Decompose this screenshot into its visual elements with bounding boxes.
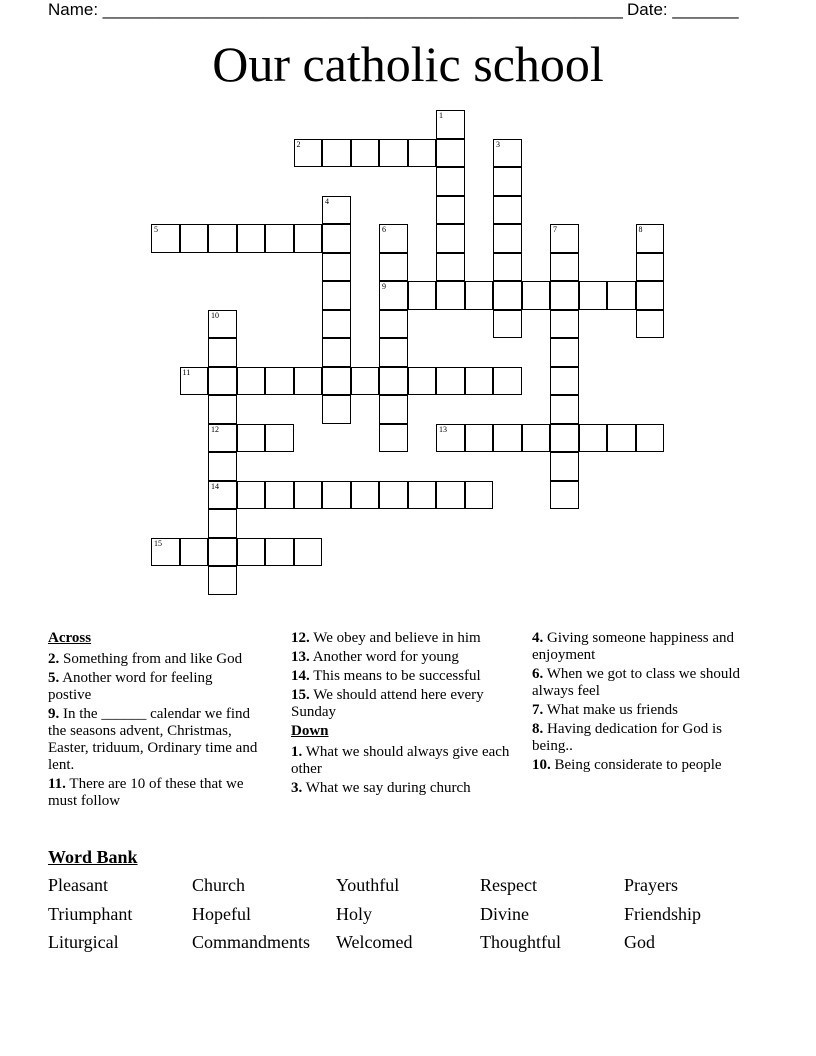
crossword-cell[interactable] xyxy=(379,367,408,396)
crossword-cell[interactable] xyxy=(465,424,494,453)
clues-column-3 xyxy=(532,630,757,776)
crossword-cell[interactable] xyxy=(322,367,351,396)
crossword-cell[interactable] xyxy=(322,253,351,282)
crossword-cell[interactable] xyxy=(379,481,408,510)
clue-down-1: 1. What we should always give each other xyxy=(291,744,510,777)
crossword-cell[interactable] xyxy=(265,224,294,253)
crossword-cell[interactable] xyxy=(436,281,465,310)
crossword-cell[interactable] xyxy=(436,224,465,253)
cell-number: 4 xyxy=(325,196,329,206)
crossword-cell[interactable] xyxy=(294,224,323,253)
clues-column-1 xyxy=(48,630,258,812)
crossword-cell[interactable] xyxy=(550,481,579,510)
crossword-cell[interactable] xyxy=(180,224,209,253)
crossword-cell[interactable] xyxy=(208,224,237,253)
crossword-cell[interactable] xyxy=(493,224,522,253)
cell-number: 15 xyxy=(154,538,162,548)
crossword-cell[interactable] xyxy=(436,139,465,168)
crossword-cell[interactable] xyxy=(550,253,579,282)
page-title: Our catholic school xyxy=(212,36,604,92)
crossword-cell[interactable] xyxy=(379,338,408,367)
cell-number: 5 xyxy=(154,225,158,234)
clue-down-10: 10. Being considerate to people xyxy=(532,757,722,773)
crossword-cell[interactable] xyxy=(436,367,465,396)
crossword-cell[interactable] xyxy=(237,367,266,396)
crossword-cell[interactable] xyxy=(351,139,380,168)
crossword-cell[interactable] xyxy=(237,481,266,510)
crossword-cell[interactable] xyxy=(408,139,437,168)
cell-number: 1 xyxy=(439,111,443,120)
crossword-cell[interactable] xyxy=(322,481,351,510)
cell-number: 8 xyxy=(638,225,643,234)
crossword-cell[interactable] xyxy=(493,424,522,453)
clues-column-2 xyxy=(291,630,516,799)
crossword-cell[interactable] xyxy=(522,281,551,310)
cell-number: 9 xyxy=(382,282,386,291)
cell-number: 2 xyxy=(296,139,301,149)
clue-across-2: 2. Something from and like God xyxy=(48,651,243,667)
crossword-cell[interactable] xyxy=(408,281,437,310)
word-bank-item: Triumphant xyxy=(48,904,133,924)
crossword-cell[interactable] xyxy=(294,367,323,396)
crossword-cell[interactable] xyxy=(322,281,351,310)
crossword-cell[interactable] xyxy=(237,224,266,253)
crossword-cell[interactable] xyxy=(265,424,294,453)
crossword-cell[interactable] xyxy=(208,538,237,567)
crossword-cell[interactable] xyxy=(379,310,408,339)
crossword-cell[interactable] xyxy=(294,481,323,510)
crossword-cell[interactable] xyxy=(265,538,294,567)
clue-across-11: 11. There are 10 of these that we must follow xyxy=(48,776,244,809)
crossword-cell[interactable] xyxy=(550,424,579,453)
crossword-cell[interactable] xyxy=(208,338,237,367)
crossword-cell[interactable] xyxy=(550,310,579,339)
crossword-cell[interactable] xyxy=(579,424,608,453)
clue-across-15: 15. We should attend here every Sunday xyxy=(291,687,484,720)
crossword-cell[interactable] xyxy=(436,167,465,196)
crossword-cell[interactable] xyxy=(493,167,522,196)
crossword-cell[interactable] xyxy=(294,538,323,567)
cell-number: 13 xyxy=(439,424,447,434)
crossword-cell[interactable] xyxy=(408,481,437,510)
crossword-cell[interactable] xyxy=(465,367,494,396)
crossword-cell[interactable] xyxy=(379,395,408,424)
crossword-cell[interactable] xyxy=(493,310,522,339)
word-bank-item: Hopeful xyxy=(192,904,251,924)
word-bank-item: Commandments xyxy=(192,932,310,952)
crossword-cell[interactable] xyxy=(636,310,665,339)
crossword-cell[interactable] xyxy=(322,310,351,339)
crossword-cell[interactable] xyxy=(265,481,294,510)
cell-number: 11 xyxy=(182,367,191,377)
crossword-cell[interactable] xyxy=(607,281,636,310)
word-bank-item: Youthful xyxy=(336,875,400,895)
clue-across-5: 5. Another word for feeling postive xyxy=(48,670,213,703)
crossword-cell[interactable] xyxy=(208,395,237,424)
crossword-cell[interactable] xyxy=(493,281,522,310)
cell-number: 14 xyxy=(211,481,219,491)
word-bank-item: Welcomed xyxy=(336,932,413,952)
crossword-cell[interactable] xyxy=(550,281,579,310)
crossword-cell[interactable] xyxy=(408,367,437,396)
cell-number: 10 xyxy=(211,310,219,320)
crossword-cell[interactable] xyxy=(550,367,579,396)
across-heading: Across xyxy=(48,630,92,646)
crossword-cell[interactable] xyxy=(493,367,522,396)
word-bank-item: Divine xyxy=(480,904,529,924)
word-bank-item: Respect xyxy=(480,875,537,895)
clue-across-14: 14. This means to be successful xyxy=(291,668,481,684)
word-bank-item: Friendship xyxy=(624,904,702,924)
down-heading: Down xyxy=(291,723,329,739)
crossword-cell[interactable] xyxy=(379,424,408,453)
crossword-cell[interactable] xyxy=(180,538,209,567)
crossword-cell[interactable] xyxy=(265,367,294,396)
word-bank-title: Word Bank xyxy=(48,847,138,867)
crossword-cell[interactable] xyxy=(208,452,237,481)
date-field-label: Date: _______ xyxy=(627,0,739,19)
cell-number: 3 xyxy=(496,139,500,149)
crossword-cell[interactable] xyxy=(436,253,465,282)
crossword-cell[interactable] xyxy=(607,424,636,453)
crossword-cell[interactable] xyxy=(636,253,665,282)
word-bank-item: Thoughtful xyxy=(480,932,561,952)
crossword-cell[interactable] xyxy=(436,196,465,225)
word-bank-item: Holy xyxy=(336,904,372,924)
word-bank-item: Prayers xyxy=(624,875,678,895)
word-bank-item: Church xyxy=(192,875,245,895)
crossword-cell[interactable] xyxy=(550,338,579,367)
clue-across-12: 12. We obey and believe in him xyxy=(291,630,481,646)
word-bank-item: Liturgical xyxy=(48,932,119,952)
clue-down-4: 4. Giving someone happiness and enjoyment xyxy=(532,630,735,663)
crossword-cell[interactable] xyxy=(636,281,665,310)
word-bank-item: God xyxy=(624,932,655,952)
cell-number: 12 xyxy=(211,424,219,434)
crossword-cell[interactable] xyxy=(579,281,608,310)
cell-number: 7 xyxy=(553,225,557,234)
crossword-cell[interactable] xyxy=(237,538,266,567)
clue-down-7: 7. What make us friends xyxy=(532,702,678,718)
crossword-cell[interactable] xyxy=(550,452,579,481)
clue-across-13: 13. Another word for young xyxy=(291,649,459,665)
crossword-cell[interactable] xyxy=(636,424,665,453)
word-bank-item: Pleasant xyxy=(48,875,108,895)
clue-down-6: 6. When we got to class we should always feel xyxy=(532,666,741,699)
clue-down-3: 3. What we say during church xyxy=(291,780,471,796)
crossword-cell[interactable] xyxy=(322,224,351,253)
crossword-cell[interactable] xyxy=(351,367,380,396)
clue-across-9: 9. In the ______ calendar we find the seasons advent, Christmas, Easter, triduum, Ordinary time and lent. xyxy=(48,706,258,773)
crossword-cell[interactable] xyxy=(322,338,351,367)
crossword-cell[interactable] xyxy=(493,196,522,225)
crossword-cell[interactable] xyxy=(465,281,494,310)
crossword-cell[interactable] xyxy=(436,481,465,510)
crossword-cell[interactable] xyxy=(322,139,351,168)
crossword-cell[interactable] xyxy=(208,367,237,396)
crossword-cell[interactable] xyxy=(379,139,408,168)
crossword-cell[interactable] xyxy=(208,566,237,595)
crossword-cell[interactable] xyxy=(351,481,380,510)
crossword-cell[interactable] xyxy=(237,424,266,453)
crossword-cell[interactable] xyxy=(493,253,522,282)
cell-number: 6 xyxy=(382,225,386,234)
crossword-cell[interactable] xyxy=(550,395,579,424)
crossword-cell[interactable] xyxy=(208,509,237,538)
crossword-cell[interactable] xyxy=(465,481,494,510)
name-field-label: Name: _______________________________________________________ xyxy=(48,0,623,19)
crossword-cell[interactable] xyxy=(522,424,551,453)
clue-down-8: 8. Having dedication for God is being.. xyxy=(532,721,722,754)
crossword-cell[interactable] xyxy=(379,253,408,282)
crossword-cell[interactable] xyxy=(322,395,351,424)
